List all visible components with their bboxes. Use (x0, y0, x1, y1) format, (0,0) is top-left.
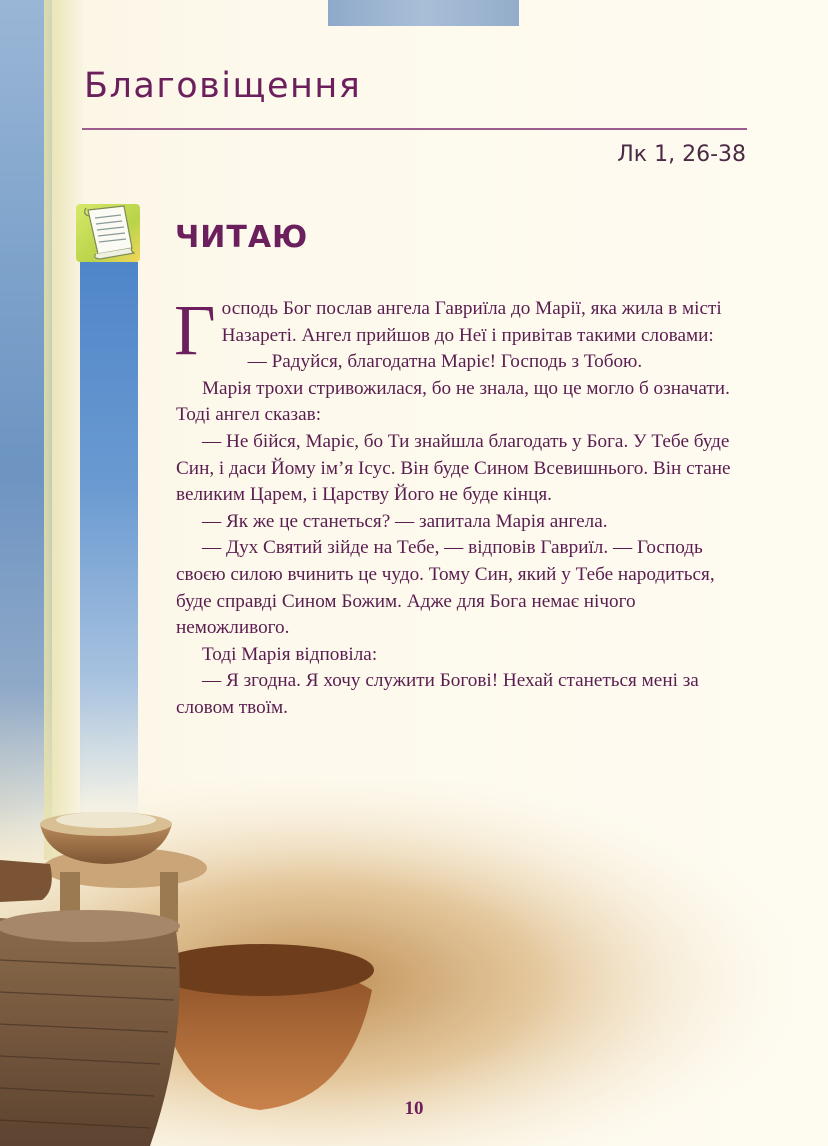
page-title: Благовіщення (84, 66, 362, 106)
paragraph-text: осподь Бог послав ангела Гавриїла до Марії, яка жила в місті Назареті. Ангел прийшов до Неї і привітав такими словами: (221, 298, 722, 346)
story-paragraph: — Не бійся, Маріє, бо Ти знайшла благодать у Бога. У Тебе буде Син, і даси Йому ім’я Ісус. Він буде Сином Всевишнього. Він стане великим Царем, і Царству Його не буде кінця. (176, 430, 731, 506)
section-heading: ЧИТАЮ (175, 220, 309, 255)
story-paragraph: — Дух Святий зійде на Тебе, — відповів Гавриїл. — Господь своєю силою вчинить це чудо. Тому Син, який у Тебе народиться, буде справді Сином Божим. Адже для Бога немає нічого неможливого. (176, 537, 715, 639)
top-painted-tab (328, 0, 519, 26)
page-number: 10 (404, 1098, 424, 1119)
story-paragraph: Марія трохи стривожилася, бо не знала, що це могло б означати. Тоді ангел сказав: (176, 377, 730, 426)
title-divider (82, 128, 747, 130)
story-paragraph: Тоді Марія відповіла: (202, 643, 378, 665)
section-color-bar (80, 262, 138, 822)
story-paragraph: — Я згодна. Я хочу служити Богові! Нехай станеться мені за словом твоїм. (176, 670, 699, 718)
left-strip-glow (44, 0, 84, 860)
story-paragraph: — Як же це станеться? — запитала Марія ангела. (202, 510, 608, 532)
story-paragraph: — Радуйся, благодатна Маріє! Господь з Тобою. (247, 351, 643, 373)
scroll-icon (70, 196, 146, 266)
scripture-reference: Лк 1, 26-38 (617, 142, 746, 167)
story-text (174, 290, 750, 722)
pottery-illustration (0, 780, 828, 1146)
drop-cap: Г (174, 290, 216, 370)
